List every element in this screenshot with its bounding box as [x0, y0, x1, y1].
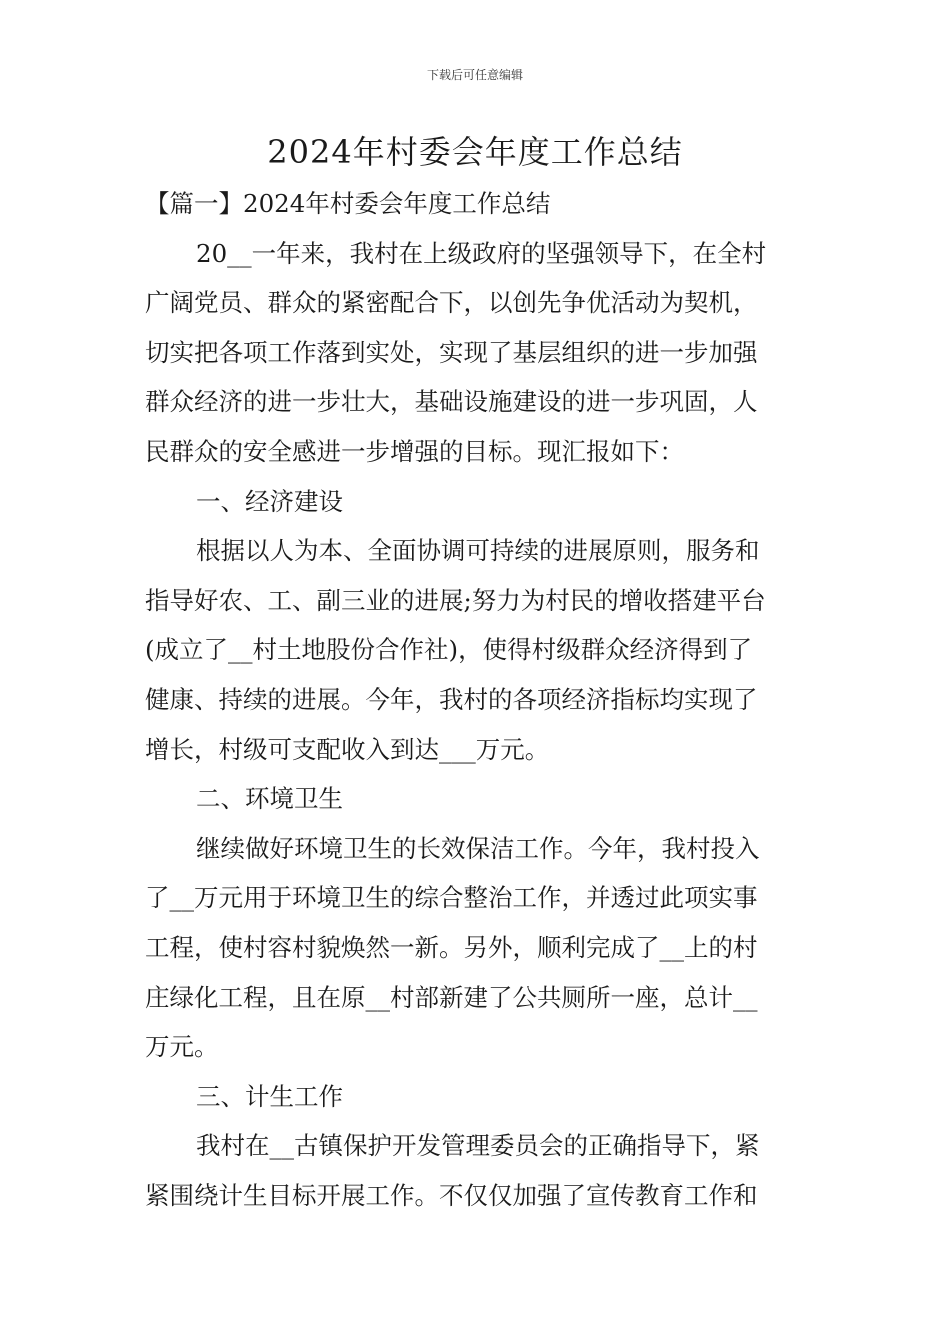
text-line: 了__万元用于环境卫生的综合整治工作，并透过此项实事 — [145, 883, 758, 913]
text-line: 广阔党员、群众的紧密配合下，以创先争优活动为契机， — [145, 288, 758, 318]
text-line: 【篇一】2024年村委会年度工作总结 — [145, 189, 551, 218]
section-heading: 二、环境卫生 — [196, 784, 343, 814]
header-note: 下载后可任意编辑 — [426, 68, 523, 82]
text-line: 群众经济的进一步壮大，基础设施建设的进一步巩固，人 — [145, 387, 758, 417]
text-line: 庄绿化工程，且在原__村部新建了公共厕所一座，总计__ — [145, 982, 758, 1012]
text-line: 健康、持续的进展。今年，我村的各项经济指标均实现了 — [145, 684, 758, 714]
section-heading: 一、经济建设 — [196, 486, 343, 516]
text-line: 继续做好环境卫生的长效保洁工作。今年，我村投入 — [196, 833, 760, 863]
text-line: 指导好农、工、副三业的进展;努力为村民的增收搭建平台 — [145, 585, 766, 615]
text-line: 工程，使村容村貌焕然一新。另外，顺利完成了__上的村 — [145, 932, 758, 962]
document-body — [145, 179, 810, 1220]
document-title: 2024年村委会年度工作总结 — [267, 133, 683, 171]
text-line: 我村在__古镇保护开发管理委员会的正确指导下，紧 — [196, 1131, 760, 1161]
text-line: 切实把各项工作落到实处，实现了基层组织的进一步加强 — [145, 337, 758, 367]
text-line: (成立了__村土地股份合作社)，使得村级群众经济得到了 — [145, 635, 753, 665]
text-line: 紧围绕计生目标开展工作。不仅仅加强了宣传教育工作和 — [145, 1180, 758, 1210]
section-heading: 三、计生工作 — [196, 1081, 343, 1111]
text-line: 根据以人为本、全面协调可持续的进展原则，服务和 — [196, 536, 760, 566]
text-line: 20__一年来，我村在上级政府的坚强领导下，在全村 — [196, 238, 767, 268]
text-line: 民群众的安全感进一步增强的目标。现汇报如下： — [145, 436, 684, 466]
text-line: 万元。 — [145, 1032, 219, 1062]
text-line: 增长，村级可支配收入到达___万元。 — [145, 734, 550, 764]
